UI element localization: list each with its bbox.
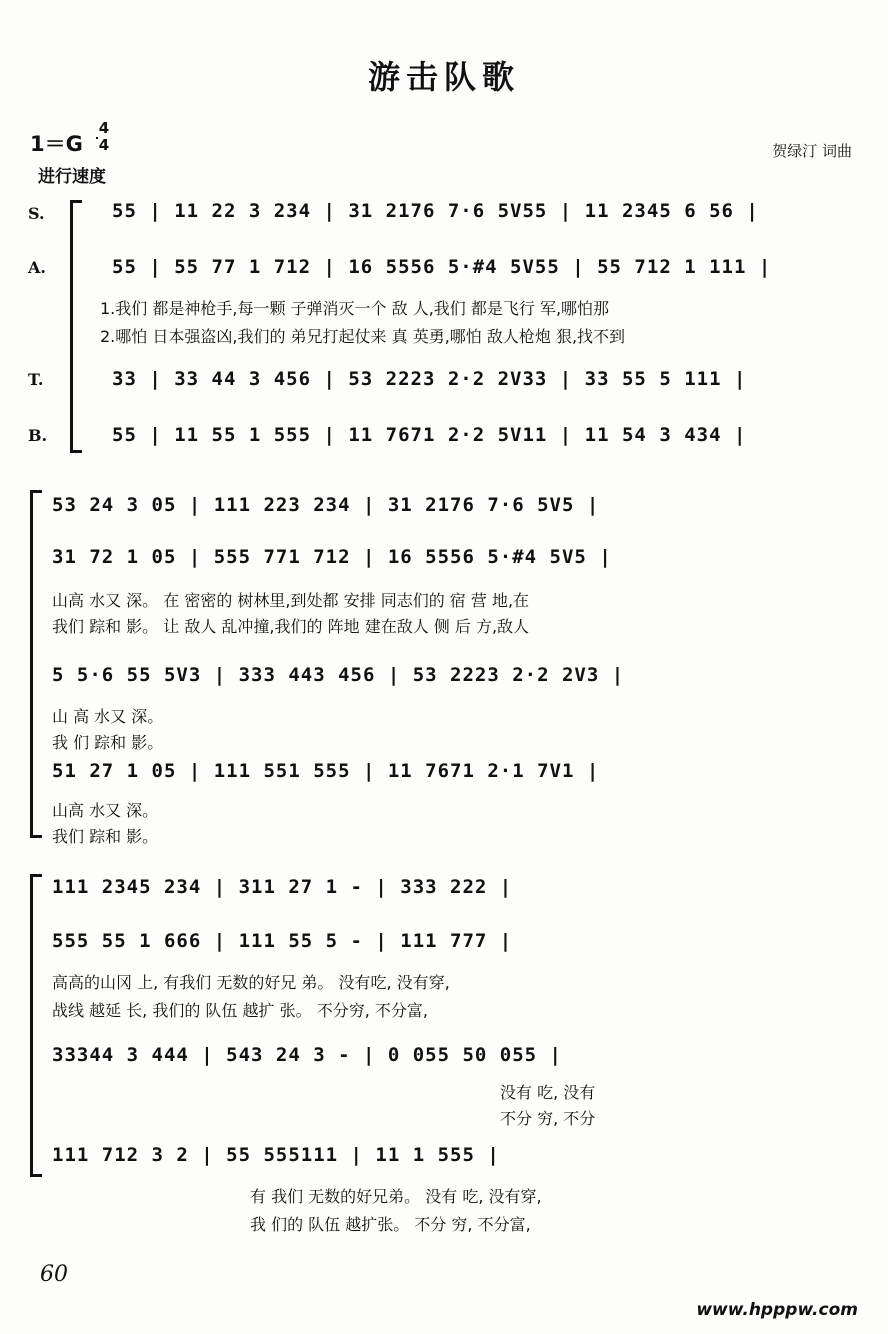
time-denominator: 4 <box>98 136 110 154</box>
bracket-top <box>30 874 42 877</box>
bass-notes: 111 712 3 2 | 55 555111 | 11 1 555 | <box>52 1144 500 1166</box>
time-signature <box>96 120 112 154</box>
bracket-bottom <box>30 835 42 838</box>
alto-notes: 31 72 1 05 | 555 771 712 | 16 5556 5·#4 5V5 | <box>52 546 612 568</box>
tenor-lyric-2: 我 们 踪和 影。 <box>52 733 164 752</box>
time-divider <box>96 137 98 139</box>
voice-label-soprano: S. <box>28 204 45 223</box>
tempo-marking: 进行速度 <box>38 167 106 187</box>
lyric-verse-2: 2.哪怕 日本强盗凶,我们的 弟兄打起仗来 真 英勇,哪怕 敌人枪炮 狠,找不到 <box>100 327 626 346</box>
lyric-verse-2: 战线 越延 长, 我们的 队伍 越扩 张。 不分穷, 不分富, <box>52 1001 428 1020</box>
lyric-verse-1: 高高的山冈 上, 有我们 无数的好兄 弟。 没有吃, 没有穿, <box>52 973 450 992</box>
lyric-verse-1: 山高 水又 深。 在 密密的 树林里,到处都 安排 同志们的 宿 营 地,在 <box>52 591 530 610</box>
voice-label-tenor: T. <box>28 370 44 389</box>
tenor-notes: 5 5·6 55 5V3 | 333 443 456 | 53 2223 2·2 2V3 | <box>52 664 625 686</box>
time-numerator: 4 <box>98 119 110 137</box>
voice-label-bass: B. <box>28 426 48 445</box>
alto-notes: 55 | 55 77 1 712 | 16 5556 5·#4 5V55 | 55 712 1 111 | <box>112 256 772 278</box>
tenor-lyric-2: 不分 穷, 不分 <box>500 1109 596 1128</box>
soprano-notes: 111 2345 234 | 311 27 1 - | 333 222 | <box>52 876 513 898</box>
lyric-verse-1: 1.我们 都是神枪手,每一颗 子弹消灭一个 敌 人,我们 都是飞行 军,哪怕那 <box>100 299 610 318</box>
soprano-notes: 53 24 3 05 | 111 223 234 | 31 2176 7·6 5V5 | <box>52 494 600 516</box>
voice-label-alto: A. <box>28 258 46 277</box>
system-brace <box>30 876 33 1176</box>
bass-notes: 51 27 1 05 | 111 551 555 | 11 7671 2·1 7V1 | <box>52 760 600 782</box>
soprano-notes: 55 | 11 22 3 234 | 31 2176 7·6 5V55 | 11 2345 6 56 | <box>112 200 759 222</box>
tenor-lyric-1: 没有 吃, 没有 <box>500 1083 596 1102</box>
bracket-bottom <box>70 450 82 453</box>
bass-lyric-2: 我们 踪和 影。 <box>52 827 159 846</box>
tenor-lyric-1: 山 高 水又 深。 <box>52 707 164 726</box>
bracket-top <box>70 200 82 203</box>
page-number: 60 <box>40 1262 68 1287</box>
bass-lyric-2: 我 们的 队伍 越扩张。 不分 穷, 不分富, <box>250 1215 531 1234</box>
composer-credit: 贺绿汀 词曲 <box>772 142 852 160</box>
bass-notes: 55 | 11 55 1 555 | 11 7671 2·2 5V11 | 11 54 3 434 | <box>112 424 747 446</box>
tenor-notes: 33344 3 444 | 543 24 3 - | 0 055 50 055 | <box>52 1044 562 1066</box>
key-signature: 1＝G <box>30 132 83 156</box>
website-watermark: www.hpppw.com <box>696 1300 858 1320</box>
bracket-bottom <box>30 1174 42 1177</box>
alto-notes: 555 55 1 666 | 111 55 5 - | 111 777 | <box>52 930 513 952</box>
bracket-top <box>30 490 42 493</box>
tenor-notes: 33 | 33 44 3 456 | 53 2223 2·2 2V33 | 33 55 5 111 | <box>112 368 747 390</box>
system-brace <box>70 202 73 452</box>
lyric-verse-2: 我们 踪和 影。 让 敌人 乱冲撞,我们的 阵地 建在敌人 侧 后 方,敌人 <box>52 617 530 636</box>
song-title: 游击队歌 <box>367 58 520 96</box>
bass-lyric-1: 山高 水又 深。 <box>52 801 159 820</box>
system-brace <box>30 492 33 837</box>
bass-lyric-1: 有 我们 无数的好兄弟。 没有 吃, 没有穿, <box>250 1187 542 1206</box>
